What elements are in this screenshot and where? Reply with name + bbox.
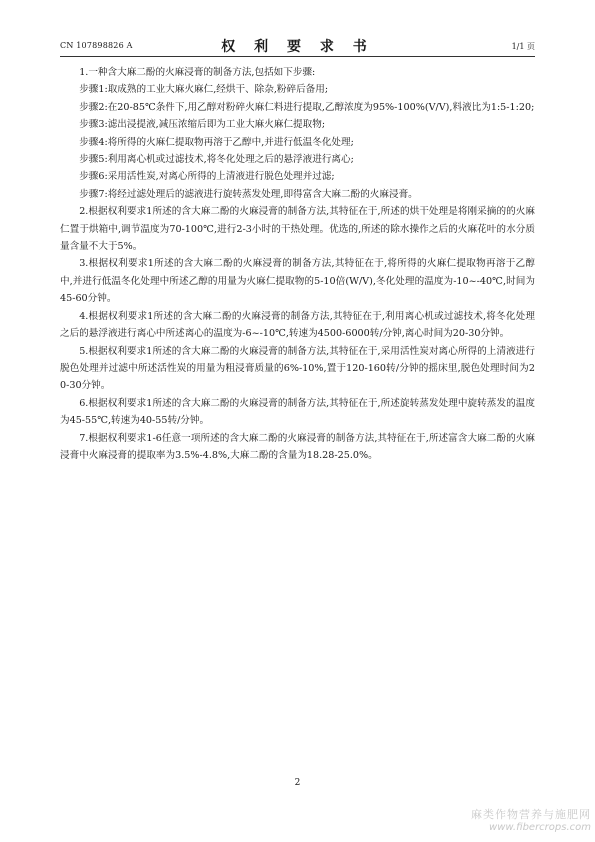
- page-header: [60, 36, 535, 57]
- document-title: 权 利 要 求 书: [221, 39, 374, 55]
- claim-1-step-1: 步骤1:取成熟的工业大麻火麻仁,经烘干、除杂,粉碎后备用;: [79, 84, 329, 96]
- claim-1-step-3: 步骤3:滤出浸提液,减压浓缩后即为工业大麻火麻仁提取物;: [79, 119, 326, 131]
- claim-1-step-5: 步骤5:利用离心机或过滤技术,将冬化处理之后的悬浮液进行离心;: [79, 154, 354, 166]
- claim-4: 4.根据权利要求1所述的含大麻二酚的火麻浸膏的制备方法,其特征在于,利用离心机或过滤技术,将冬化处理之后的悬浮液进行离心中所述离心的温度为-6~-10℃,转速为4500-6000转/分钟,离心时间为20-30分钟。: [60, 310, 535, 340]
- claim-1-step-4: 步骤4:将所得的火麻仁提取物再溶于乙醇中,并进行低温冬化处理;: [79, 136, 354, 148]
- page-number: 2: [294, 778, 301, 788]
- claim-1-intro: 1.一种含大麻二酚的火麻浸膏的制备方法,包括如下步骤:: [79, 67, 316, 78]
- claim-2: 2.根据权利要求1所述的含大麻二酚的火麻浸膏的制备方法,其特征在于,所述的烘干处理是将刚采摘的的火麻仁置于烘箱中,调节温度为70-100℃,进行2-3小时的干热处理。优选的,所述的除水操作之后的火麻花叶的水分质量含量不大于5%。: [60, 206, 535, 253]
- claim-1-step-6: 步骤6:采用活性炭,对离心所得的上清液进行脱色处理并过滤;: [79, 171, 335, 183]
- claim-5: 5.根据权利要求1所述的含大麻二酚的火麻浸膏的制备方法,其特征在于,采用活性炭对离心所得的上清液进行脱色处理并过滤中所述活性炭的用量为粗浸膏质量的6%-10%,置于120-160转/分钟的摇床里,脱色处理时间为20-30分钟。: [60, 345, 535, 392]
- claim-6: 6.根据权利要求1所述的含大麻二酚的火麻浸膏的制备方法,其特征在于,所述旋转蒸发处理中旋转蒸发的温度为45-55℃,转速为40-55转/分钟。: [60, 397, 535, 427]
- publication-number: CN 107898826 A: [60, 41, 133, 50]
- claim-1-step-2: 步骤2:在20-85℃条件下,用乙醇对粉碎火麻仁料进行提取,乙醇浓度为95%-100%(V/V),料液比为1:5-1:20;: [79, 101, 535, 113]
- claim-1-step-7: 步骤7:将经过滤处理后的滤液进行旋转蒸发处理,即得富含大麻二酚的火麻浸膏。: [79, 188, 418, 200]
- page-count: 1/1 页: [511, 42, 535, 51]
- watermark-site-name: 麻类作物营养与施肥网: [471, 808, 591, 821]
- watermark-url: www.fibercrops.com: [489, 822, 591, 833]
- claim-3: 3.根据权利要求1所述的含大麻二酚的火麻浸膏的制备方法,其特征在于,将所得的火麻仁提取物再溶于乙醇中,并进行低温冬化处理中所述乙醇的用量为火麻仁提取物的5-10倍(W/V),冬化处理的温度为-10~-40℃,时间为45-60分钟。: [60, 258, 535, 305]
- watermark: [471, 808, 591, 834]
- claim-7: 7.根据权利要求1-6任意一项所述的含大麻二酚的火麻浸膏的制备方法,其特征在于,所述富含大麻二酚的火麻浸膏中火麻浸膏的提取率为3.5%-4.8%,大麻二酚的含量为18.28-25.0%。: [60, 432, 535, 461]
- claims-body: [60, 64, 535, 464]
